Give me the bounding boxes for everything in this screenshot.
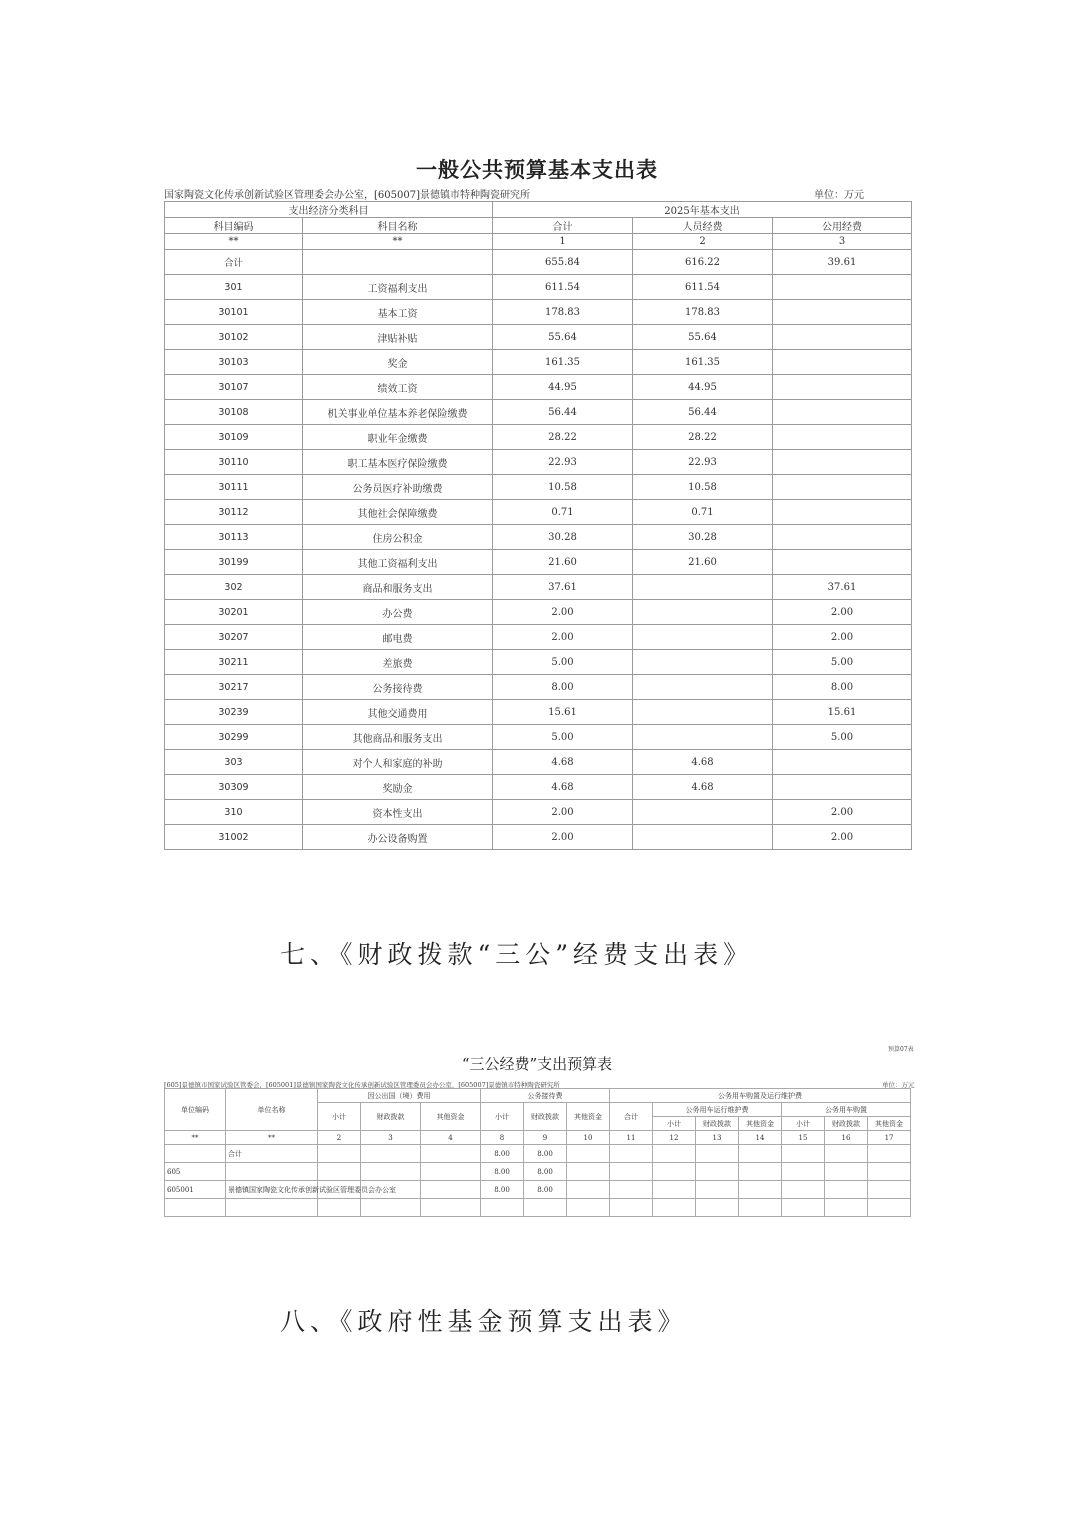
empty-cell	[696, 1163, 739, 1181]
empty-cell	[782, 1181, 825, 1199]
row-public: 5.00	[773, 725, 912, 750]
table2-tag: 预算07表	[888, 1046, 914, 1053]
row-name: 其他交通费用	[303, 700, 493, 725]
empty-cell	[653, 1163, 696, 1181]
header-reception: 公务接待费	[481, 1089, 610, 1103]
row-public	[773, 750, 912, 775]
three-public-expenses-table	[164, 1088, 911, 1217]
row-reception-subtotal	[481, 1199, 524, 1217]
empty-cell	[696, 1199, 739, 1217]
row-public	[773, 475, 912, 500]
empty-cell	[696, 1145, 739, 1163]
header-abroad-other: 其他资金	[421, 1103, 481, 1131]
index-cell: 12	[653, 1131, 696, 1145]
table-row	[165, 625, 912, 650]
row-personnel: 161.35	[633, 350, 773, 375]
row-code: 30112	[165, 500, 303, 525]
row-personnel	[633, 825, 773, 850]
row-name: 对个人和家庭的补助	[303, 750, 493, 775]
row-reception-subtotal: 8.00	[481, 1181, 524, 1199]
table-row	[165, 1199, 911, 1217]
table-row	[165, 400, 912, 425]
row-code: 30109	[165, 425, 303, 450]
empty-cell	[421, 1181, 481, 1199]
row-unit-code	[165, 1145, 226, 1163]
row-code: 30201	[165, 600, 303, 625]
empty-cell	[610, 1181, 653, 1199]
row-public	[773, 550, 912, 575]
table1-title: 一般公共预算基本支出表	[416, 157, 658, 182]
row-personnel	[633, 725, 773, 750]
row-public	[773, 450, 912, 475]
row-total: 37.61	[493, 575, 633, 600]
header-vehicle-total: 合计	[610, 1103, 653, 1131]
header-vehicle-buy: 公务用车购置	[782, 1103, 911, 1117]
row-personnel: 56.44	[633, 400, 773, 425]
empty-cell	[610, 1199, 653, 1217]
section-heading-7: 七、《财政拨款“三公”经费支出表》	[280, 940, 754, 969]
empty-cell	[825, 1145, 868, 1163]
row-code: 30111	[165, 475, 303, 500]
row-personnel: 30.28	[633, 525, 773, 550]
row-public: 2.00	[773, 800, 912, 825]
row-public	[773, 350, 912, 375]
index-cell: 2	[318, 1131, 361, 1145]
row-name: 基本工资	[303, 300, 493, 325]
index-cell: 3	[361, 1131, 421, 1145]
index-cell: **	[226, 1131, 318, 1145]
group-right-header: 2025年基本支出	[493, 202, 912, 218]
row-total: 2.00	[493, 625, 633, 650]
row-personnel	[633, 575, 773, 600]
empty-cell	[739, 1145, 782, 1163]
empty-cell	[739, 1163, 782, 1181]
empty-cell	[868, 1145, 911, 1163]
row-name: 资本性支出	[303, 800, 493, 825]
row-total: 22.93	[493, 450, 633, 475]
section-heading-8: 八、《政府性基金预算支出表》	[280, 1307, 688, 1336]
empty-cell	[567, 1181, 610, 1199]
header-public: 公用经费	[773, 218, 912, 234]
row-personnel	[633, 675, 773, 700]
row-public	[773, 300, 912, 325]
row-personnel: 178.83	[633, 300, 773, 325]
table-row	[165, 1181, 911, 1199]
row-name: 其他工资福利支出	[303, 550, 493, 575]
table-row	[165, 550, 912, 575]
row-code: 30211	[165, 650, 303, 675]
header-abroad: 因公出国（境）费用	[318, 1089, 481, 1103]
row-public	[773, 775, 912, 800]
row-name: 商品和服务支出	[303, 575, 493, 600]
row-total: 21.60	[493, 550, 633, 575]
row-total: 55.64	[493, 325, 633, 350]
header-run-subtotal: 小计	[653, 1117, 696, 1131]
empty-cell	[825, 1181, 868, 1199]
row-public: 5.00	[773, 650, 912, 675]
row-total: 2.00	[493, 800, 633, 825]
table-row	[165, 500, 912, 525]
row-total: 8.00	[493, 675, 633, 700]
row-code: 30102	[165, 325, 303, 350]
table-row	[165, 775, 912, 800]
row-code: 30207	[165, 625, 303, 650]
row-name	[303, 250, 493, 275]
row-public: 39.61	[773, 250, 912, 275]
empty-cell	[421, 1163, 481, 1181]
row-name: 奖励金	[303, 775, 493, 800]
table1-group-header	[165, 202, 912, 218]
header-vehicle: 公务用车购置及运行维护费	[610, 1089, 911, 1103]
row-total: 4.68	[493, 750, 633, 775]
empty-cell	[361, 1163, 421, 1181]
row-public	[773, 375, 912, 400]
row-personnel	[633, 650, 773, 675]
index-cell: 1	[493, 234, 633, 250]
index-cell: 9	[524, 1131, 567, 1145]
table2-body	[165, 1145, 911, 1217]
table1-body	[165, 250, 912, 850]
table-row	[165, 750, 912, 775]
empty-cell	[567, 1163, 610, 1181]
row-personnel: 21.60	[633, 550, 773, 575]
row-personnel: 4.68	[633, 750, 773, 775]
header-run-fiscal: 财政拨款	[696, 1117, 739, 1131]
row-public: 2.00	[773, 825, 912, 850]
row-name: 津贴补贴	[303, 325, 493, 350]
empty-cell	[318, 1145, 361, 1163]
empty-cell	[567, 1199, 610, 1217]
table-row	[165, 425, 912, 450]
row-public: 15.61	[773, 700, 912, 725]
row-name: 公务接待费	[303, 675, 493, 700]
table-row	[165, 800, 912, 825]
table-row	[165, 350, 912, 375]
header-reception-fiscal: 财政拨款	[524, 1103, 567, 1131]
row-public	[773, 275, 912, 300]
empty-cell	[421, 1145, 481, 1163]
row-name: 职业年金缴费	[303, 425, 493, 450]
row-public	[773, 325, 912, 350]
index-cell: 11	[610, 1131, 653, 1145]
row-code: 30101	[165, 300, 303, 325]
index-cell: **	[165, 234, 303, 250]
table2-org: [605]景德镇市国家试验区管委会，[605001]景德镇国家陶瓷文化传承创新试验区管理委员会办公室，[605007]景德镇市特种陶瓷研究所	[164, 1081, 560, 1089]
table-row	[165, 450, 912, 475]
empty-cell	[361, 1145, 421, 1163]
row-code: 30108	[165, 400, 303, 425]
row-reception-fiscal: 8.00	[524, 1163, 567, 1181]
table-row	[165, 675, 912, 700]
empty-cell	[361, 1199, 421, 1217]
row-code: 30107	[165, 375, 303, 400]
table-row	[165, 300, 912, 325]
row-personnel	[633, 800, 773, 825]
row-public: 37.61	[773, 575, 912, 600]
header-buy-fiscal: 财政拨款	[825, 1117, 868, 1131]
index-cell: **	[165, 1131, 226, 1145]
index-cell: 2	[633, 234, 773, 250]
row-name: 住房公积金	[303, 525, 493, 550]
index-cell: 8	[481, 1131, 524, 1145]
row-unit-code: 605001	[165, 1181, 226, 1199]
table-row	[165, 325, 912, 350]
table2-index-row	[165, 1131, 911, 1145]
row-personnel: 10.58	[633, 475, 773, 500]
row-total: 5.00	[493, 650, 633, 675]
header-unit-code: 单位编码	[165, 1089, 226, 1131]
row-unit-name	[226, 1163, 318, 1181]
empty-cell	[696, 1181, 739, 1199]
row-total: 4.68	[493, 775, 633, 800]
row-total: 2.00	[493, 600, 633, 625]
row-code: 30299	[165, 725, 303, 750]
row-total: 655.84	[493, 250, 633, 275]
empty-cell	[653, 1181, 696, 1199]
row-reception-fiscal: 8.00	[524, 1181, 567, 1199]
group-left-header: 支出经济分类科目	[165, 202, 493, 218]
header-abroad-fiscal: 财政拨款	[361, 1103, 421, 1131]
header-abroad-subtotal: 小计	[318, 1103, 361, 1131]
row-name: 奖金	[303, 350, 493, 375]
table-row	[165, 1163, 911, 1181]
header-unit-name: 单位名称	[226, 1089, 318, 1131]
row-total: 0.71	[493, 500, 633, 525]
index-cell: 16	[825, 1131, 868, 1145]
index-cell: 17	[868, 1131, 911, 1145]
table-row	[165, 575, 912, 600]
empty-cell	[739, 1199, 782, 1217]
header-buy-subtotal: 小计	[782, 1117, 825, 1131]
row-reception-fiscal	[524, 1199, 567, 1217]
row-total: 611.54	[493, 275, 633, 300]
empty-cell	[653, 1145, 696, 1163]
empty-cell	[567, 1145, 610, 1163]
row-total: 30.28	[493, 525, 633, 550]
row-code: 30113	[165, 525, 303, 550]
header-buy-other: 其他资金	[868, 1117, 911, 1131]
row-personnel: 0.71	[633, 500, 773, 525]
row-personnel: 28.22	[633, 425, 773, 450]
table-row	[165, 375, 912, 400]
row-personnel	[633, 625, 773, 650]
empty-cell	[610, 1145, 653, 1163]
row-code: 303	[165, 750, 303, 775]
row-public: 2.00	[773, 625, 912, 650]
empty-cell	[782, 1163, 825, 1181]
row-code: 302	[165, 575, 303, 600]
empty-cell	[868, 1199, 911, 1217]
table1-index-row	[165, 234, 912, 250]
table1-column-header	[165, 218, 912, 234]
index-cell: 10	[567, 1131, 610, 1145]
empty-cell	[782, 1199, 825, 1217]
header-personnel: 人员经费	[633, 218, 773, 234]
row-total: 5.00	[493, 725, 633, 750]
row-code: 合计	[165, 250, 303, 275]
row-public	[773, 425, 912, 450]
row-name: 机关事业单位基本养老保险缴费	[303, 400, 493, 425]
table2-unit: 单位：万元	[882, 1081, 915, 1089]
row-public	[773, 525, 912, 550]
row-unit-code	[165, 1199, 226, 1217]
table1-unit: 单位：万元	[814, 190, 864, 201]
empty-cell	[739, 1181, 782, 1199]
table-row	[165, 525, 912, 550]
row-name: 其他商品和服务支出	[303, 725, 493, 750]
row-reception-subtotal: 8.00	[481, 1163, 524, 1181]
row-code: 30110	[165, 450, 303, 475]
row-personnel: 44.95	[633, 375, 773, 400]
row-personnel	[633, 600, 773, 625]
row-total: 10.58	[493, 475, 633, 500]
empty-cell	[318, 1199, 361, 1217]
row-unit-name: 合计	[226, 1145, 318, 1163]
table-row	[165, 1145, 911, 1163]
table2-title: “三公经费”支出预算表	[461, 1055, 613, 1073]
row-public: 2.00	[773, 600, 912, 625]
header-vehicle-run: 公务用车运行维护费	[653, 1103, 782, 1117]
table-row	[165, 650, 912, 675]
empty-cell	[868, 1163, 911, 1181]
table-row	[165, 725, 912, 750]
empty-cell	[782, 1145, 825, 1163]
index-cell: 14	[739, 1131, 782, 1145]
row-name: 办公费	[303, 600, 493, 625]
header-total: 合计	[493, 218, 633, 234]
row-name: 绩效工资	[303, 375, 493, 400]
row-public	[773, 500, 912, 525]
row-total: 2.00	[493, 825, 633, 850]
header-reception-other: 其他资金	[567, 1103, 610, 1131]
table-row	[165, 275, 912, 300]
header-name: 科目名称	[303, 218, 493, 234]
row-unit-name: 景德镇国家陶瓷文化传承创新试验区管理委员会办公室	[226, 1181, 318, 1199]
empty-cell	[653, 1199, 696, 1217]
index-cell: **	[303, 234, 493, 250]
row-name: 公务员医疗补助缴费	[303, 475, 493, 500]
index-cell: 4	[421, 1131, 481, 1145]
empty-cell	[610, 1163, 653, 1181]
row-personnel: 611.54	[633, 275, 773, 300]
row-unit-name	[226, 1199, 318, 1217]
table-row	[165, 825, 912, 850]
empty-cell	[825, 1163, 868, 1181]
row-name: 职工基本医疗保险缴费	[303, 450, 493, 475]
row-personnel: 55.64	[633, 325, 773, 350]
row-code: 30199	[165, 550, 303, 575]
row-total: 56.44	[493, 400, 633, 425]
row-name: 邮电费	[303, 625, 493, 650]
row-unit-code: 605	[165, 1163, 226, 1181]
row-personnel: 616.22	[633, 250, 773, 275]
table-row	[165, 700, 912, 725]
row-public	[773, 400, 912, 425]
row-name: 其他社会保障缴费	[303, 500, 493, 525]
row-total: 161.35	[493, 350, 633, 375]
header-code: 科目编码	[165, 218, 303, 234]
row-reception-subtotal: 8.00	[481, 1145, 524, 1163]
index-cell: 13	[696, 1131, 739, 1145]
row-code: 30103	[165, 350, 303, 375]
row-total: 178.83	[493, 300, 633, 325]
row-public: 8.00	[773, 675, 912, 700]
row-code: 30217	[165, 675, 303, 700]
index-cell: 3	[773, 234, 912, 250]
row-name: 办公设备购置	[303, 825, 493, 850]
header-run-other: 其他资金	[739, 1117, 782, 1131]
row-code: 30309	[165, 775, 303, 800]
empty-cell	[825, 1199, 868, 1217]
table1-org: 国家陶瓷文化传承创新试验区管理委会办公室，[605007]景德镇市特种陶瓷研究所	[164, 190, 530, 201]
row-code: 30239	[165, 700, 303, 725]
index-cell: 15	[782, 1131, 825, 1145]
basic-expenditure-table	[164, 201, 912, 850]
row-personnel: 4.68	[633, 775, 773, 800]
table2-header-row-1	[165, 1089, 911, 1103]
row-code: 310	[165, 800, 303, 825]
row-total: 15.61	[493, 700, 633, 725]
empty-cell	[421, 1199, 481, 1217]
row-code: 31002	[165, 825, 303, 850]
table-row	[165, 600, 912, 625]
row-reception-fiscal: 8.00	[524, 1145, 567, 1163]
header-reception-subtotal: 小计	[481, 1103, 524, 1131]
row-total: 44.95	[493, 375, 633, 400]
row-code: 301	[165, 275, 303, 300]
row-personnel: 22.93	[633, 450, 773, 475]
row-personnel	[633, 700, 773, 725]
row-name: 差旅费	[303, 650, 493, 675]
row-name: 工资福利支出	[303, 275, 493, 300]
row-total: 28.22	[493, 425, 633, 450]
empty-cell	[318, 1163, 361, 1181]
empty-cell	[868, 1181, 911, 1199]
table-row	[165, 475, 912, 500]
table-row	[165, 250, 912, 275]
